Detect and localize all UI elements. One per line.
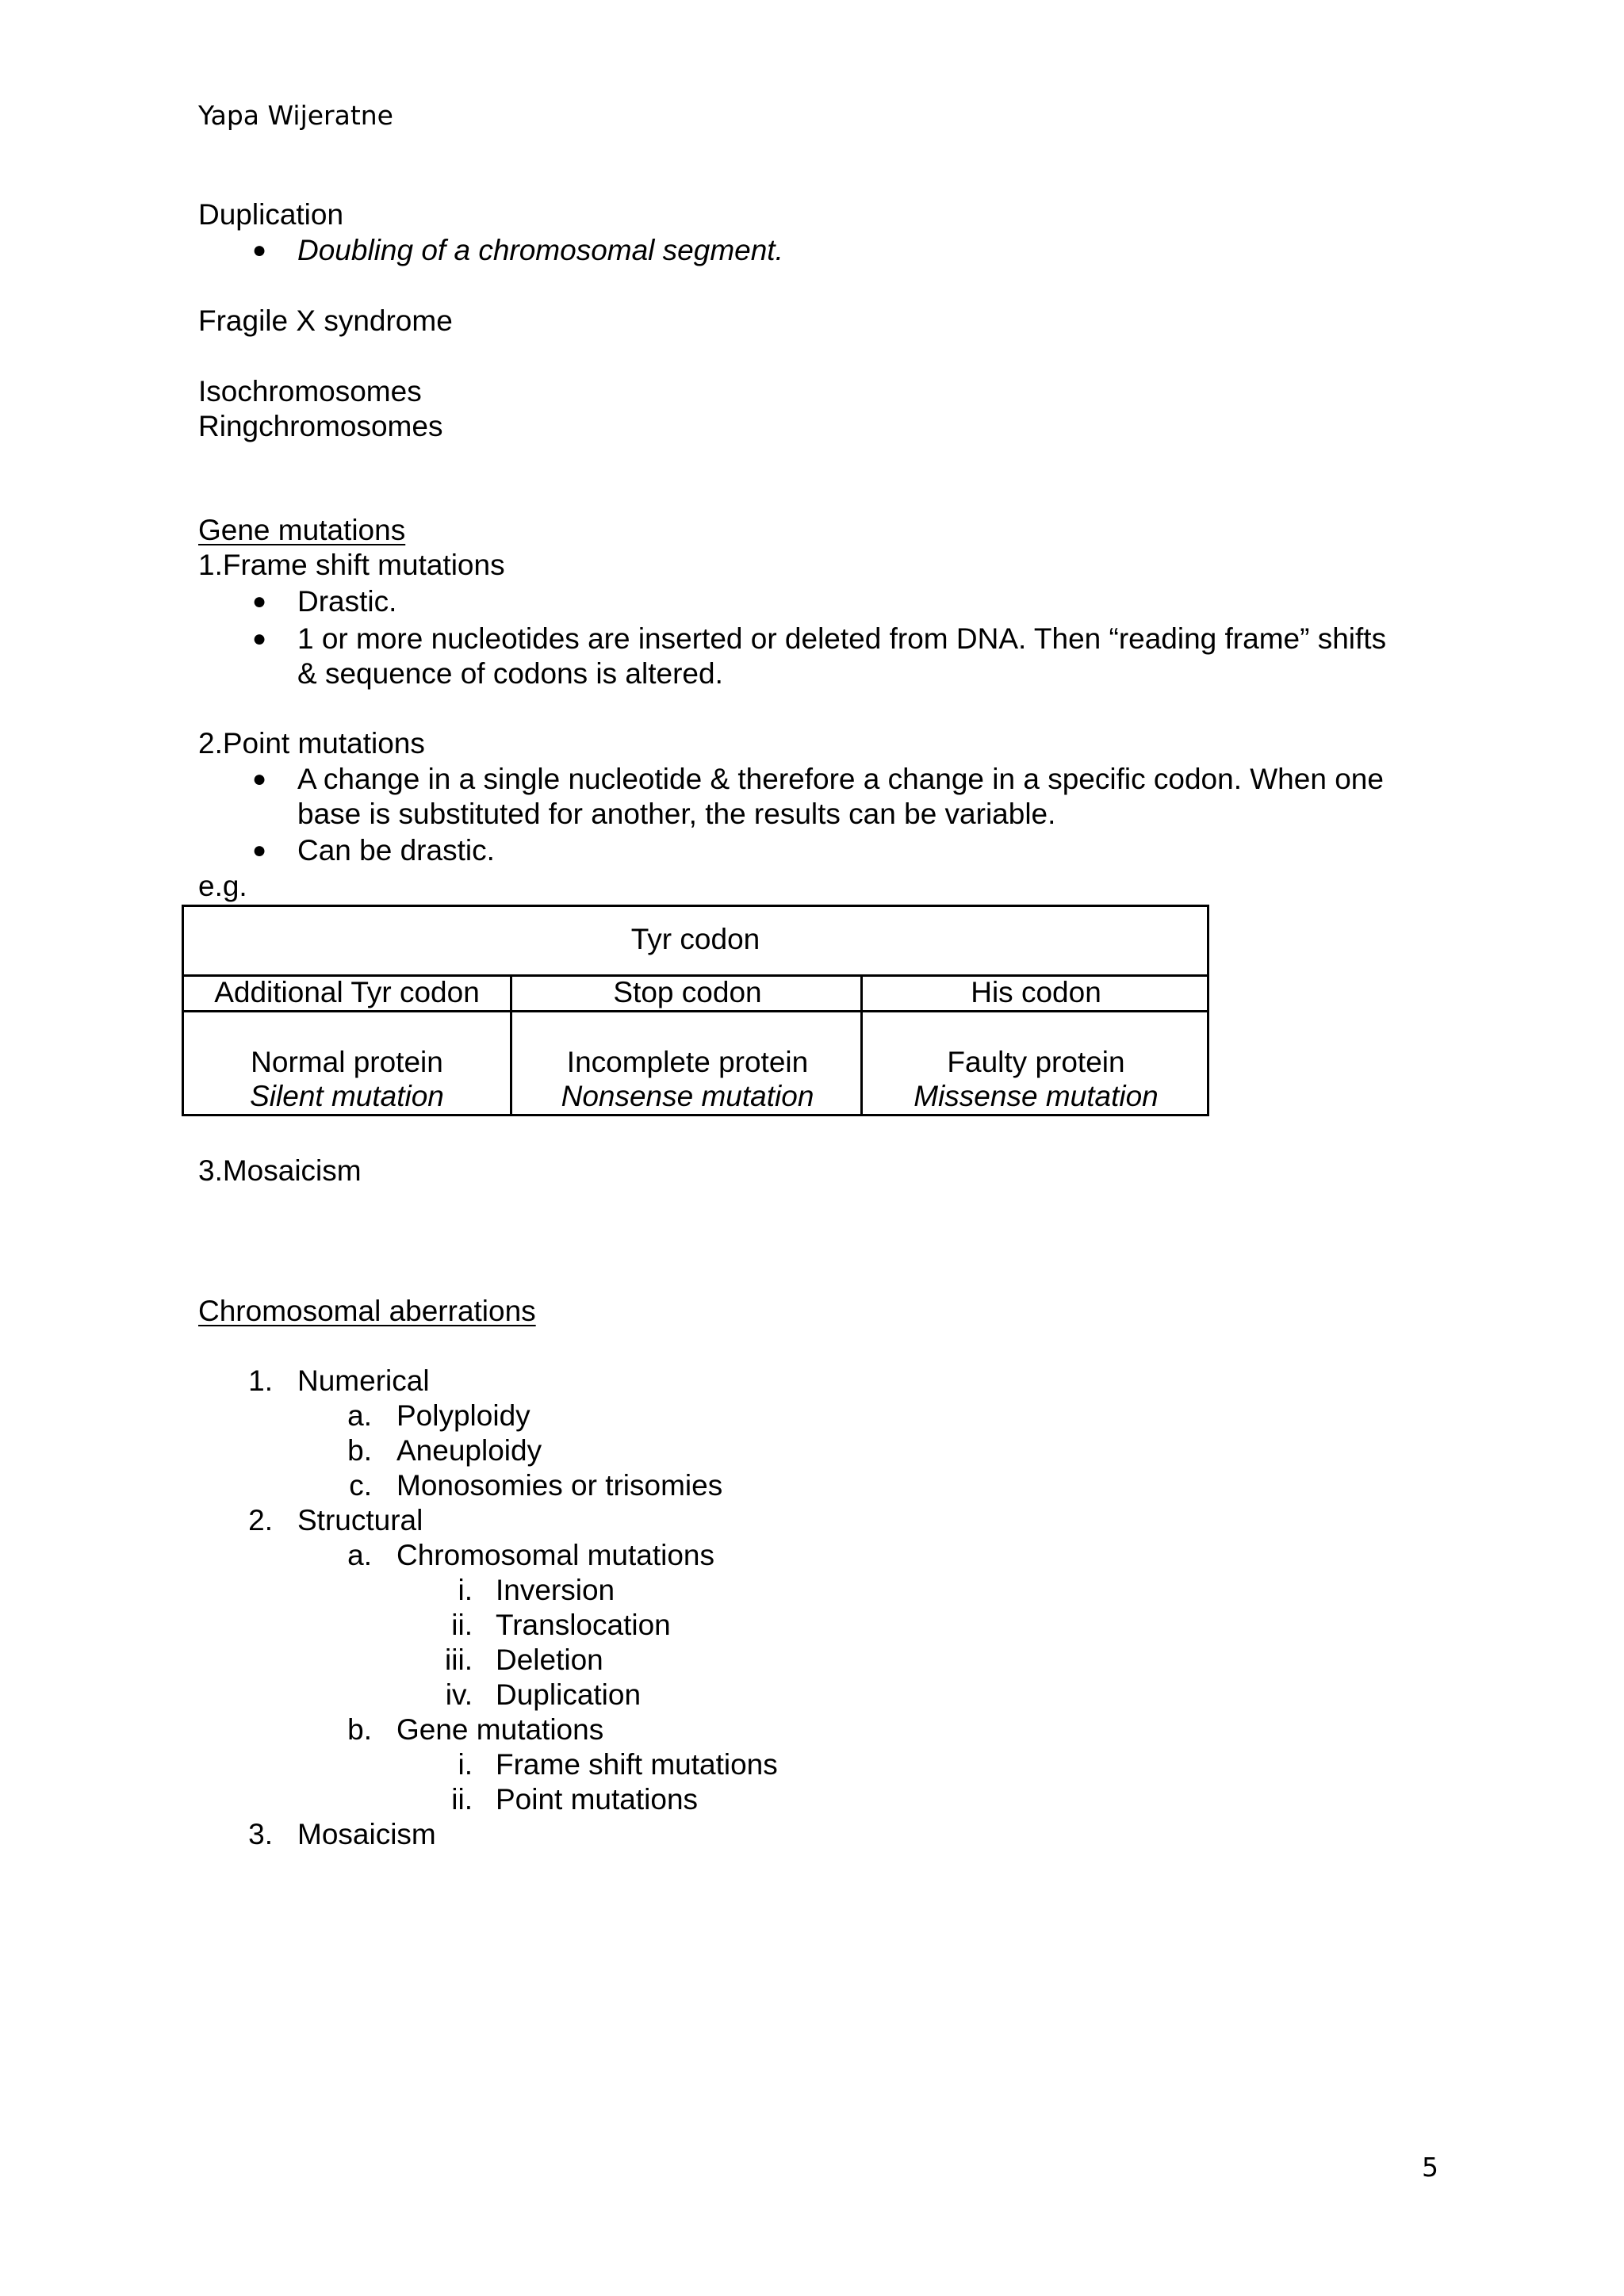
table-header-cell: Additional Tyr codon — [214, 976, 480, 1008]
bullet-icon: ● — [252, 588, 267, 614]
table-result-cell: Incomplete protein — [566, 1046, 809, 1078]
bullet-icon: ● — [252, 626, 267, 652]
point-bullet-1-cont: base is substituted for another, the results can be variable. — [297, 798, 1056, 830]
eg-label: e.g. — [198, 870, 247, 902]
list-marker: ii. — [451, 1609, 473, 1641]
frame-shift-bullet-2: 1 or more nucleotides are inserted or deleted from DNA. Then “reading frame” shifts — [297, 622, 1387, 655]
table-top-cell: Tyr codon — [630, 923, 760, 955]
table-result-cell: Faulty protein — [947, 1046, 1125, 1078]
duplication-title: Duplication — [198, 198, 344, 231]
list-marker: 2. — [248, 1504, 273, 1536]
list-item: Numerical — [297, 1364, 430, 1397]
fragile-x-text: Fragile X syndrome — [198, 304, 453, 337]
gene-mutations-heading: Gene mutations — [198, 514, 406, 546]
list-item: Aneuploidy — [396, 1434, 542, 1467]
point-bullet-1: A change in a single nucleotide & therefore a change in a specific codon. When one — [297, 763, 1384, 795]
list-item: Inversion — [496, 1574, 615, 1606]
list-item: Polyploidy — [396, 1399, 530, 1432]
list-marker: ii. — [451, 1783, 473, 1816]
list-marker: iv. — [445, 1678, 473, 1711]
frame-shift-title: 1.Frame shift mutations — [198, 549, 505, 581]
bullet-icon: ● — [252, 766, 267, 792]
point-bullet-2: Can be drastic. — [297, 834, 495, 867]
list-marker: a. — [347, 1399, 372, 1432]
page-header-author: Yapa Wijeratne — [198, 100, 393, 131]
list-item: Deletion — [496, 1644, 603, 1676]
list-item: Mosaicism — [297, 1818, 436, 1850]
ringchromosomes-text: Ringchromosomes — [198, 410, 443, 442]
list-item: Chromosomal mutations — [396, 1539, 714, 1571]
table-header-cell: Stop codon — [613, 976, 762, 1008]
bullet-icon: ● — [252, 237, 267, 263]
frame-shift-bullet-2-cont: & sequence of codons is altered. — [297, 657, 723, 690]
list-marker: iii. — [445, 1644, 473, 1676]
table-divider-2 — [182, 1010, 1209, 1012]
list-marker: 1. — [248, 1364, 273, 1397]
list-marker: i. — [458, 1748, 473, 1781]
list-item: Duplication — [496, 1678, 642, 1711]
frame-shift-bullet-1: Drastic. — [297, 585, 397, 618]
isochromosomes-text: Isochromosomes — [198, 375, 422, 408]
list-item: Translocation — [496, 1609, 671, 1641]
list-item: Structural — [297, 1504, 423, 1536]
table-header-cell: His codon — [971, 976, 1101, 1008]
mosaicism-text: 3.Mosaicism — [198, 1154, 362, 1187]
table-border-top — [182, 905, 1209, 907]
list-marker: b. — [347, 1713, 372, 1746]
table-result-cell: Normal protein — [251, 1046, 443, 1078]
list-item: Point mutations — [496, 1783, 699, 1816]
list-marker: a. — [347, 1539, 372, 1571]
table-border-bottom — [182, 1114, 1209, 1116]
codon-table — [182, 905, 1209, 1116]
list-item: Frame shift mutations — [496, 1748, 778, 1781]
list-item: Gene mutations — [396, 1713, 604, 1746]
table-mutation-cell: Silent mutation — [250, 1080, 444, 1112]
list-marker: i. — [458, 1574, 473, 1606]
list-marker: c. — [349, 1469, 372, 1502]
list-marker: b. — [347, 1434, 372, 1467]
page-number: 5 — [1422, 2152, 1438, 2183]
point-mutations-title: 2.Point mutations — [198, 727, 425, 760]
chromosomal-aberrations-heading: Chromosomal aberrations — [198, 1295, 536, 1327]
table-mutation-cell: Nonsense mutation — [561, 1080, 814, 1112]
list-marker: 3. — [248, 1818, 273, 1850]
table-mutation-cell: Missense mutation — [914, 1080, 1159, 1112]
duplication-bullet: Doubling of a chromosomal segment. — [297, 234, 783, 266]
bullet-icon: ● — [252, 837, 267, 863]
list-item: Monosomies or trisomies — [396, 1469, 723, 1502]
